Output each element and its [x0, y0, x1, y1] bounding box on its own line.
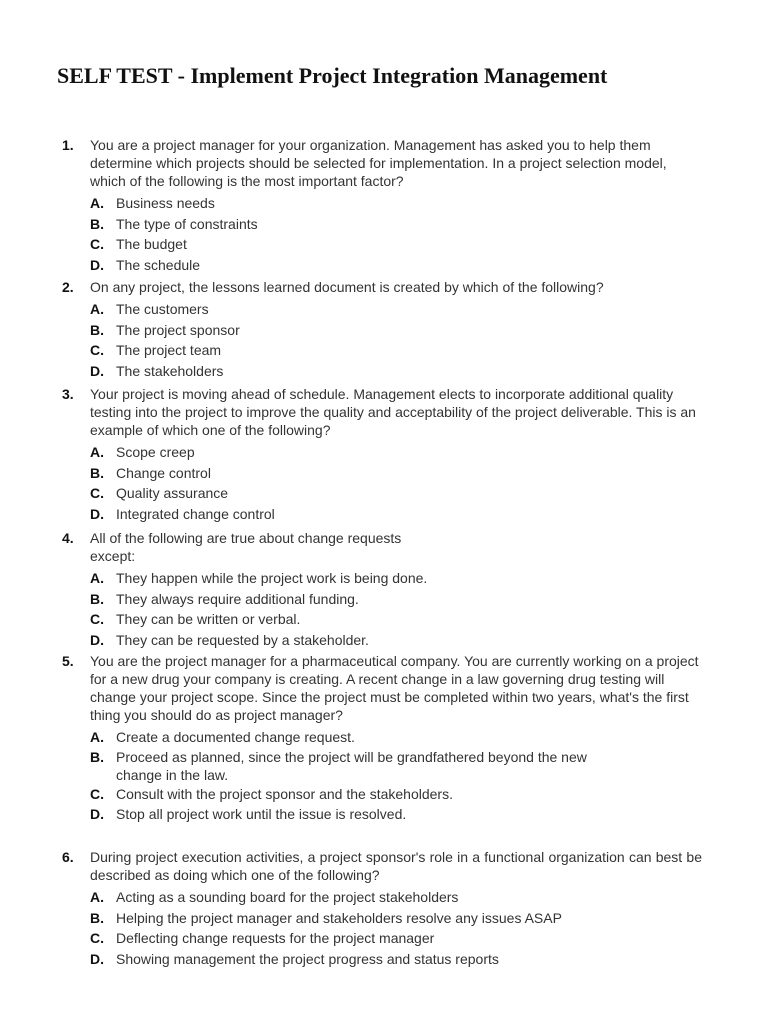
option-letter: C.	[90, 236, 104, 253]
option-letter: A.	[90, 444, 104, 460]
option-list	[90, 442, 702, 524]
option-d	[90, 255, 702, 276]
question-6	[62, 848, 702, 969]
option-text: Business needs	[116, 195, 215, 211]
option-text: Showing management the project progress and status reports	[116, 950, 499, 967]
option-text: Stop all project work until the issue is resolved.	[116, 806, 407, 823]
option-text: The stakeholders	[116, 362, 224, 379]
option-letter: A.	[90, 195, 104, 211]
option-text: The project sponsor	[116, 321, 240, 338]
option-b	[90, 908, 702, 929]
option-letter: D.	[90, 950, 104, 967]
option-text: Integrated change control	[116, 505, 275, 522]
option-c	[90, 340, 702, 361]
question-number: 4.	[62, 530, 74, 546]
question-text: You are a project manager for your organization. Management has asked you to help them determine which projects should be selected for implementation. In a project selection model, which of the following is the most important factor?	[90, 137, 667, 189]
question-text: Your project is moving ahead of schedule. Management elects to incorporate additional quality testing into the project to improve the quality and acceptability of the project deliverable. This is an example of which one of the following?	[90, 386, 696, 438]
option-text: Create a documented change request.	[116, 729, 355, 745]
option-letter: A.	[90, 729, 104, 745]
option-letter: C.	[90, 342, 104, 359]
question-number: 3.	[62, 386, 74, 402]
option-list	[90, 568, 702, 650]
option-text: Acting as a sounding board for the project stakeholders	[116, 889, 459, 905]
option-c	[90, 483, 702, 504]
question-number: 6.	[62, 849, 74, 865]
option-letter: C.	[90, 930, 104, 947]
option-c	[90, 928, 702, 949]
question-5	[62, 652, 702, 825]
option-a	[90, 193, 702, 214]
option-d	[90, 504, 702, 525]
option-text: The project team	[116, 342, 222, 359]
option-letter: D.	[90, 631, 104, 648]
option-text: Deflecting change requests for the project manager	[116, 930, 435, 947]
option-list	[90, 299, 702, 381]
question-text: During project execution activities, a project sponsor's role in a functional organization can best be described as doing which one of the following?	[90, 849, 702, 883]
option-d	[90, 949, 702, 970]
option-letter: D.	[90, 362, 104, 379]
option-letter: B.	[90, 748, 104, 765]
option-letter: C.	[90, 785, 104, 802]
question-number: 1.	[62, 137, 74, 153]
option-text: They happen while the project work is being done.	[116, 570, 428, 586]
option-text: Proceed as planned, since the project will be grandfathered beyond the new change in the law.	[116, 748, 587, 783]
option-list	[90, 193, 702, 275]
option-text: Helping the project manager and stakeholders resolve any issues ASAP	[116, 909, 562, 926]
option-text: The schedule	[116, 256, 201, 273]
option-letter: B.	[90, 909, 104, 926]
option-text: The type of constraints	[116, 215, 258, 232]
option-text: Consult with the project sponsor and the stakeholders.	[116, 785, 453, 802]
option-a	[90, 299, 702, 320]
option-letter: B.	[90, 590, 104, 607]
option-text: The customers	[116, 301, 209, 317]
option-text: They can be written or verbal.	[116, 611, 301, 628]
option-a	[90, 887, 702, 908]
option-b	[90, 748, 626, 784]
question-2	[62, 278, 702, 381]
option-text: Quality assurance	[116, 485, 229, 502]
option-text: They can be requested by a stakeholder.	[116, 631, 369, 648]
option-list	[90, 887, 702, 969]
option-b	[90, 214, 702, 235]
question-4	[62, 529, 702, 650]
option-letter: B.	[90, 321, 104, 338]
question-number: 2.	[62, 279, 74, 295]
option-text: They always require additional funding.	[116, 590, 359, 607]
option-letter: D.	[90, 256, 104, 273]
option-letter: A.	[90, 889, 104, 905]
option-letter: C.	[90, 611, 104, 628]
option-a	[90, 727, 702, 748]
option-text: Change control	[116, 464, 211, 481]
option-letter: D.	[90, 505, 104, 522]
option-text: The budget	[116, 236, 187, 253]
option-d	[90, 804, 702, 825]
option-c	[90, 234, 702, 255]
question-1	[62, 136, 702, 275]
option-letter: D.	[90, 806, 104, 823]
option-letter: A.	[90, 570, 104, 586]
option-letter: A.	[90, 301, 104, 317]
option-letter: B.	[90, 464, 104, 481]
option-b	[90, 463, 702, 484]
option-b	[90, 589, 702, 610]
option-letter: B.	[90, 215, 104, 232]
question-text: You are the project manager for a pharmaceutical company. You are currently working on a project for a new drug your company is creating. A recent change in a law governing drug testing will change your project scope. Since the project must be completed within two years, what's the first thing you should do as project manager?	[90, 653, 699, 723]
option-text: Scope creep	[116, 444, 195, 460]
option-c	[90, 784, 702, 805]
question-3	[62, 385, 702, 524]
option-a	[90, 442, 702, 463]
option-letter: C.	[90, 485, 104, 502]
question-text: On any project, the lessons learned document is created by which of the following?	[90, 279, 604, 295]
option-a	[90, 568, 702, 589]
option-c	[90, 609, 702, 630]
option-d	[90, 361, 702, 382]
question-number: 5.	[62, 653, 74, 669]
question-text: All of the following are true about change requests except:	[90, 530, 402, 564]
page-title: SELF TEST - Implement Project Integration Management	[57, 63, 608, 88]
option-list	[90, 727, 702, 825]
option-d	[90, 630, 702, 651]
option-b	[90, 320, 702, 341]
